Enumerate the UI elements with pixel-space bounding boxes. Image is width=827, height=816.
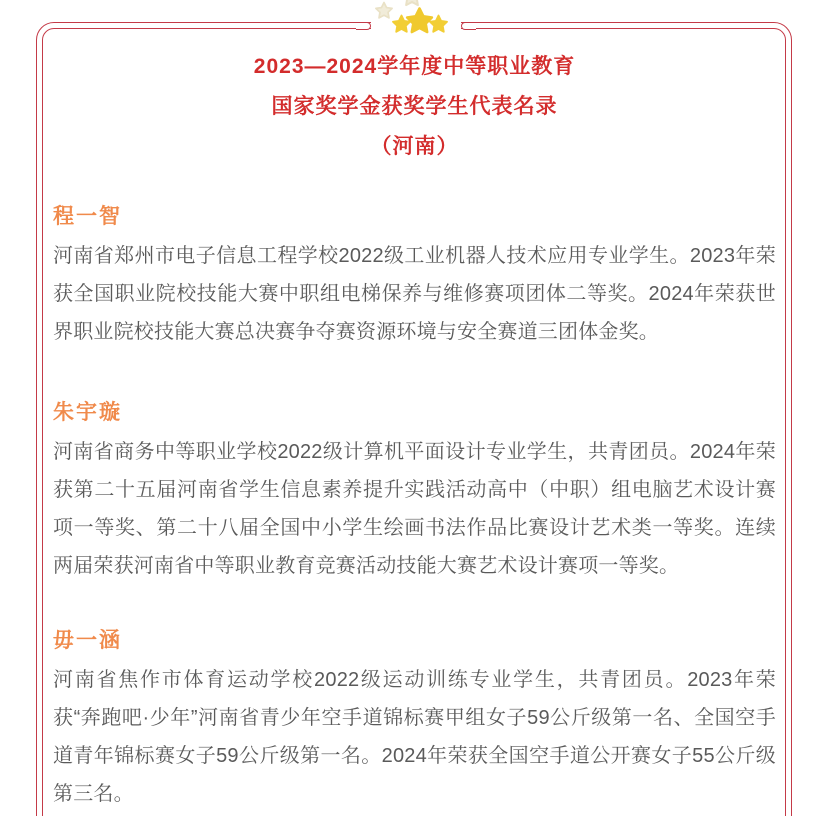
document-content: [53, 0, 776, 813]
pale-star-icon: [376, 3, 392, 18]
student-bio: 河南省商务中等职业学校2022级计算机平面设计专业学生，共青团员。2024年荣获第二十五届河南省学生信息素养提升实践活动高中（中职）组电脑艺术设计赛项一等奖、第二十八届全国中小学生绘画书法作品比赛设计艺术类一等奖。连续两届荣获河南省中等职业教育竞赛活动技能大赛艺术设计赛项一等奖。: [53, 441, 776, 577]
student-bio: 河南省郑州市电子信息工程学校2022级工业机器人技术应用专业学生。2023年荣获全国职业院校技能大赛中职组电梯保养与维修赛项团体二等奖。2024年荣获世界职业院校技能大赛总决赛争夺赛资源环境与安全赛道三团体金奖。: [53, 245, 776, 343]
gold-star-center-icon: [407, 9, 432, 33]
student-bio: 河南省焦作市体育运动学校2022级运动训练专业学生，共青团员。2023年荣获“奔跑吧·少年”河南省青少年空手道锦标赛甲组女子59公斤级第一名、全国空手道青年锦标赛女子59公斤级第一名。2024年荣获全国空手道公开赛女子55公斤级第三名。: [53, 669, 776, 805]
student-entry: [53, 629, 776, 813]
student-name: 朱宇璇: [53, 401, 122, 424]
border-end-cap-left: [356, 22, 371, 30]
student-entry: [53, 401, 776, 585]
title-line-2: 国家奖学金获奖学生代表名录: [271, 95, 558, 118]
student-name: 毋一涵: [53, 629, 122, 652]
title-line-3: （河南）: [370, 135, 459, 158]
pale-star-icon: [402, 0, 421, 5]
three-gold-stars-icon: [370, 0, 465, 40]
student-entry: [53, 205, 776, 351]
page-title: [53, 47, 776, 167]
title-line-1: 2023—2024学年度中等职业教育: [253, 55, 576, 78]
student-name: 程一智: [53, 205, 122, 228]
